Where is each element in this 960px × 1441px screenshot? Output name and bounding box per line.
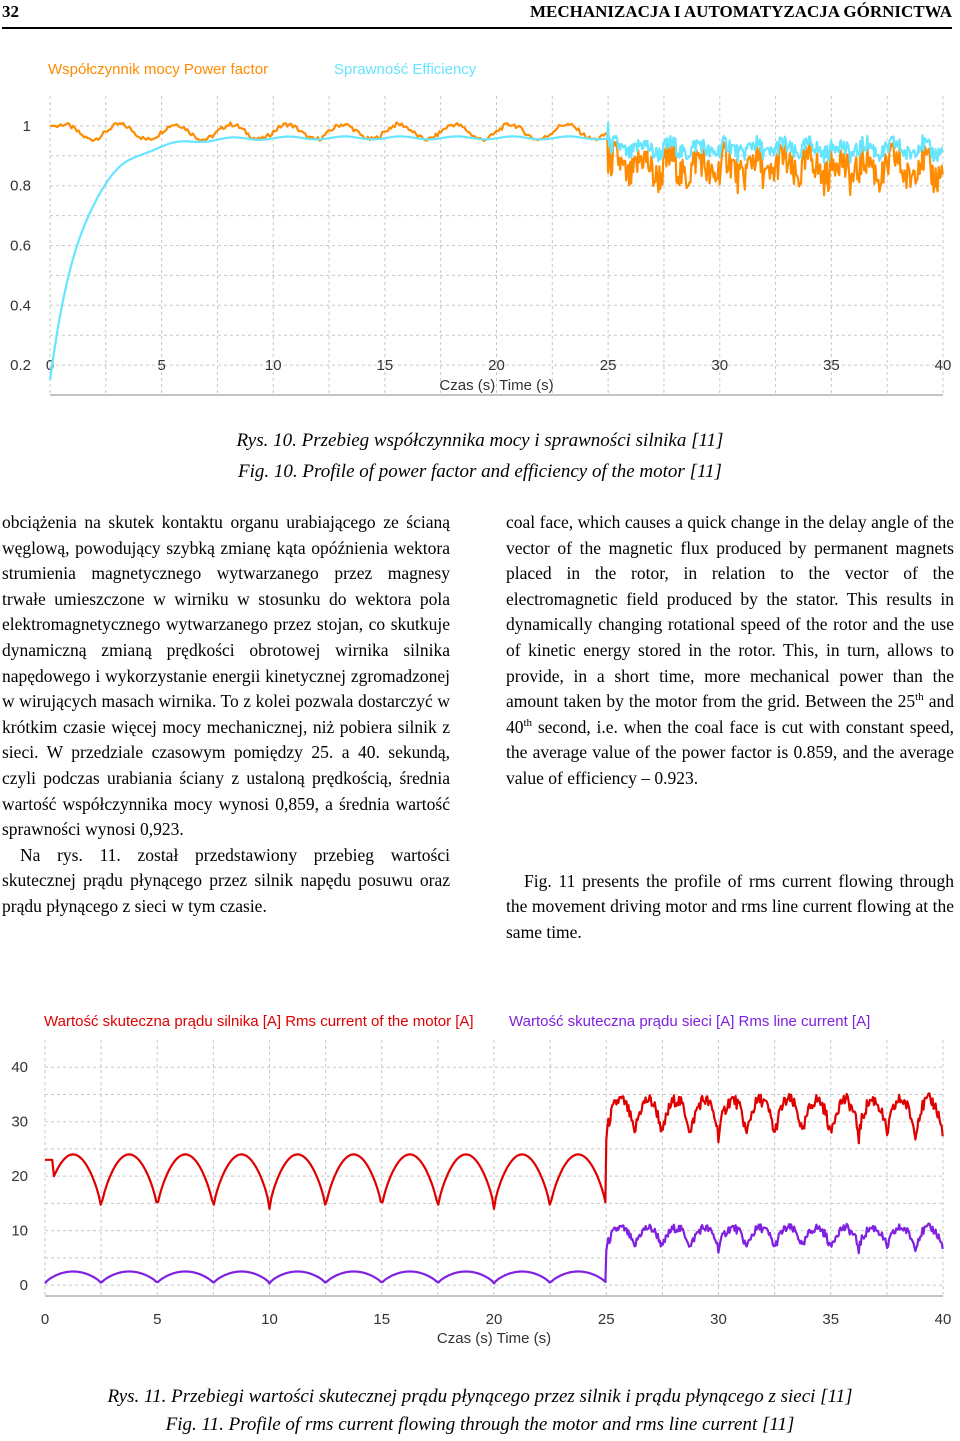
y-tick-label: 10 [11, 1222, 28, 1240]
fig11-caption-pl: Rys. 11. Przebiegi wartości skutecznej prądu płynącego przez silnik i prądu płynącego z sieci [11] [107, 1386, 853, 1407]
x-tick-label: 20 [485, 1311, 503, 1328]
left-paragraph-1: obciążenia na skutek kontaktu organu urabiającego ze ścianą węglową, powodujący szybką zmianę kąta opóźnienia wektora strumienia magnetycznego wytwarzanego przez magnesy trwałe umieszczone w wirniku w stosunku do wektora pola elektromagnetycznego wytwarzanego przez stojan, co skutkuje dynamiczną zmianą prędkości obrotowej wirnika silnika napędowego i wykorzystanie energii kinetycznej zgromadzonej w wirujących masach wirnika. To z kolei pozwala dostarczyć w krótkim czasie więcej mocy mechanicznej, niż pobiera silnik z sieci. W przedziale czasowym pomiędzy 25. a 40. sekundą, czyli podczas urabiania ściany z ustaloną prędkością, średnia wartość współczynnika mocy wynosi 0,859, a średnia wartość sprawności wynosi 0,923. [2, 512, 450, 840]
fig10-caption-pl: Rys. 10. Przebieg współczynnika mocy i sprawności silnika [11] [236, 430, 724, 451]
legend-entry: Wartość skuteczna prądu silnika [A] Rms current of the motor [A] [44, 1013, 474, 1030]
y-tick-label: 1 [22, 117, 31, 135]
y-tick-label: 0.4 [10, 297, 31, 315]
y-tick-label: 30 [11, 1113, 28, 1131]
y-tick-label: 0.8 [10, 177, 31, 195]
legend-entry: Sprawność Efficiency [334, 61, 477, 78]
x-tick-label: 10 [261, 1311, 278, 1328]
journal-title: MECHANIZACJA I AUTOMATYZACJA GÓRNICTWA [529, 2, 952, 21]
x-tick-label: 5 [153, 1311, 162, 1328]
page-number: 32 [2, 2, 19, 21]
x-tick-label: 35 [823, 357, 840, 374]
right-paragraph-2: Fig. 11 presents the profile of rms current flowing through the movement driving motor and rms line current flowing at the same time. [506, 870, 954, 942]
fig10-caption-en: Fig. 10. Profile of power factor and efficiency of the motor [11] [238, 461, 722, 482]
y-tick-label: 40 [11, 1059, 28, 1077]
legend-entry: Współczynnik mocy Power factor [48, 61, 269, 78]
x-tick-label: 40 [934, 1311, 952, 1328]
x-tick-label: 5 [157, 357, 166, 374]
x-tick-label: 10 [264, 357, 282, 374]
y-tick-label: 0.6 [10, 237, 31, 255]
y-tick-label: 0.2 [10, 357, 31, 375]
x-tick-label: 0 [45, 357, 55, 374]
x-axis-label: Czas (s) Time (s) [439, 377, 554, 394]
x-tick-label: 35 [822, 1311, 840, 1328]
x-tick-label: 30 [711, 357, 729, 374]
right-paragraph-1 [506, 510, 954, 792]
right-p1-sup-2: th [523, 716, 533, 729]
x-tick-label: 20 [488, 357, 505, 374]
fig11-caption-en: Fig. 11. Profile of rms current flowing through the motor and rms line current [11] [165, 1414, 795, 1435]
y-tick-label: 20 [11, 1168, 28, 1186]
left-paragraph-2: Na rys. 11. został przedstawiony przebieg wartości skutecznej prądu płynącego przez silnik napędu posuwu oraz prądu płynącego z sieci w tym czasie. [2, 844, 450, 916]
right-p1-part-c: second, i.e. when the coal face is cut with constant speed, the average value of the power factor is 0.859, and the average value of efficiency – 0.923. [506, 716, 954, 788]
chart-background [0, 44, 960, 406]
right-column [506, 510, 954, 945]
right-p1-part-b: and 40 [506, 691, 954, 737]
x-axis-label: Czas (s) Time (s) [436, 1330, 552, 1347]
right-p1-part-a: coal face, which causes a quick change in the delay angle of the vector of the magnetic flux produced by permanent magnets placed in the rotor, in relation to the vector of the electromagnetic field produced by the stator. This results in dynamically changing rotational speed of the rotor and the use of kinetic energy stored in the rotor. This, in turn, allows to provide, in a short time, more mechanical power than the amount taken by the motor from the grid. Between the 25 [506, 512, 954, 712]
legend-entry: Wartość skuteczna prądu sieci [A] Rms line current [A] [509, 1013, 871, 1030]
x-tick-label: 15 [376, 357, 394, 374]
y-tick-label: 0 [19, 1277, 28, 1295]
header-rule [2, 27, 952, 29]
x-tick-label: 25 [599, 357, 617, 374]
x-tick-label: 30 [710, 1311, 727, 1328]
x-tick-label: 0 [40, 1311, 50, 1328]
power-factor-efficiency-chart [0, 44, 960, 406]
chart-background [0, 1000, 960, 1360]
left-column [2, 510, 450, 920]
rms-current-chart [0, 1000, 960, 1360]
right-p1-sup-1: th [915, 691, 924, 704]
x-tick-label: 15 [373, 1311, 391, 1328]
x-tick-label: 25 [597, 1311, 615, 1328]
x-tick-label: 40 [934, 357, 952, 374]
